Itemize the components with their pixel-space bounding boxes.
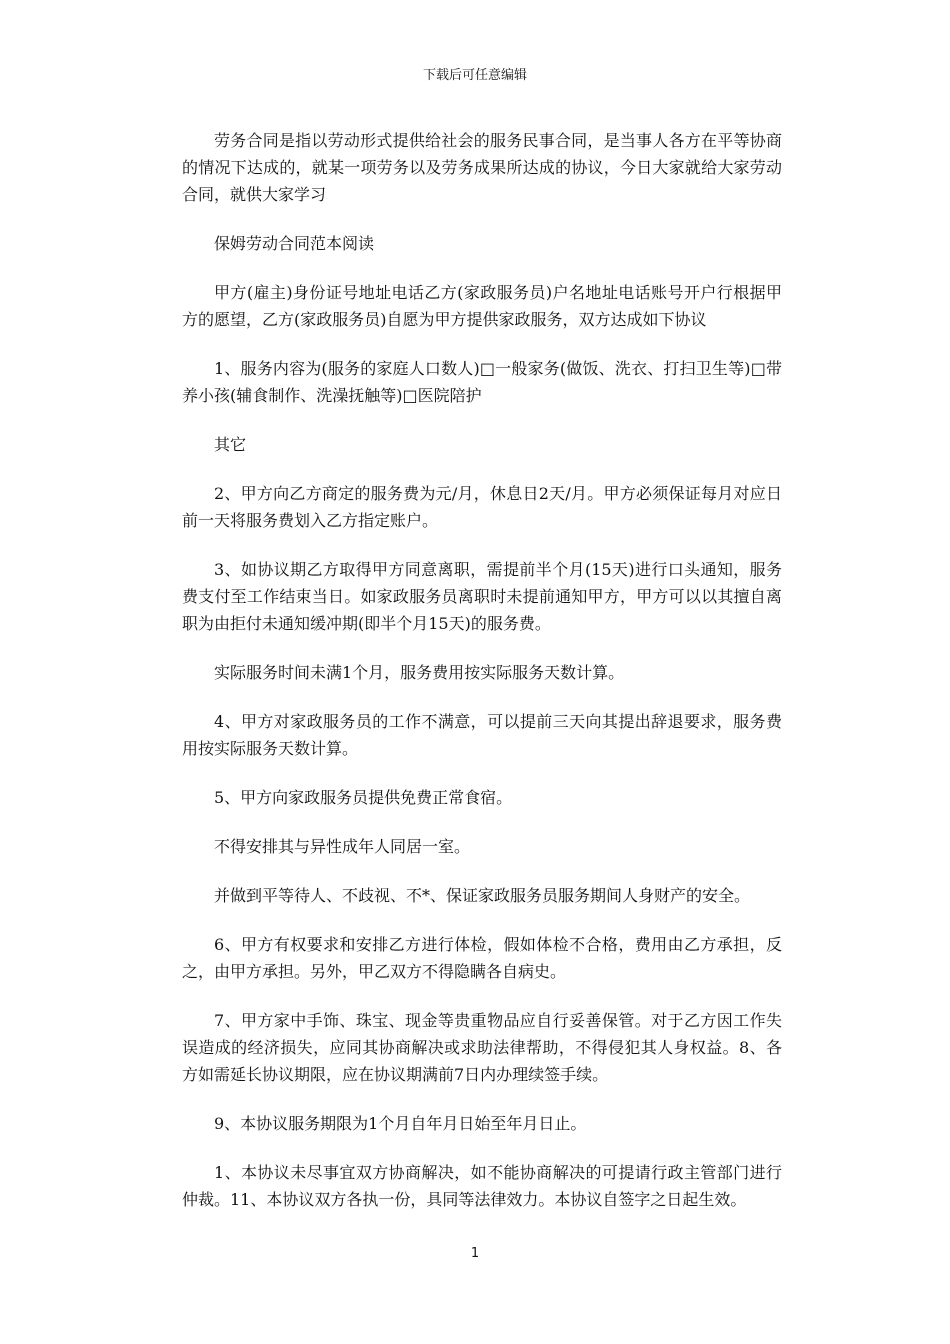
document-body — [182, 127, 782, 1235]
clause-7-valuables: 7、甲方家中手饰、珠宝、现金等贵重物品应自行妥善保管。对于乙方因工作失误造成的经济损失，应同其协商解决或求助法律帮助，不得侵犯其人身权益。8、各方如需延长协议期限，应在协议期满前7日内办理续签手续。 — [182, 1011, 782, 1084]
clause-9-term: 9、本协议服务期限为1个月自年月日始至年月日止。 — [214, 1114, 587, 1133]
clause-final-disputes: 1、本协议未尽事宜双方协商解决，如不能协商解决的可提请行政主管部门进行仲裁。11、本协议双方各执一份，具同等法律效力。本协议自签字之日起生效。 — [182, 1163, 782, 1209]
page-number: 1 — [470, 1246, 480, 1261]
clause-3-resignation: 3、如协议期乙方取得甲方同意离职，需提前半个月(15天)进行口头通知，服务费支付至工作结束当日。如家政服务员离职时未提前通知甲方，甲方可以以其擅自离职为由拒付未通知缓冲期(即半个月15天)的服务费。 — [182, 560, 782, 633]
clause-5-equal-treatment: 并做到平等待人、不歧视、不*、保证家政服务员服务期间人身财产的安全。 — [214, 886, 751, 905]
parties-paragraph: 甲方(雇主)身份证号地址电话乙方(家政服务员)户名地址电话账号开户行根据甲方的愿望，乙方(家政服务员)自愿为甲方提供家政服务，双方达成如下协议 — [182, 283, 782, 329]
clause-2-service-fee: 2、甲方向乙方商定的服务费为元/月，休息日2天/月。甲方必须保证每月对应日前一天将服务费划入乙方指定账户。 — [182, 484, 782, 530]
document-heading: 保姆劳动合同范本阅读 — [214, 234, 375, 253]
clause-3-actual-service: 实际服务时间未满1个月，服务费用按实际服务天数计算。 — [214, 663, 625, 682]
clause-1-service-content: 1、服务内容为(服务的家庭人口数人)□一般家务(做饭、洗衣、打扫卫生等)□带养小孩(辅食制作、洗澡抚触等)□医院陪护 — [182, 359, 782, 405]
intro-paragraph: 劳务合同是指以劳动形式提供给社会的服务民事合同，是当事人各方在平等协商的情况下达成的，就某一项劳务以及劳务成果所达成的协议，今日大家就给大家劳动合同，就供大家学习 — [182, 131, 782, 204]
clause-5-lodging: 不得安排其与异性成年人同居一室。 — [214, 837, 471, 856]
clause-other: 其它 — [214, 435, 247, 454]
clause-4-dismissal: 4、甲方对家政服务员的工作不满意，可以提前三天向其提出辞退要求，服务费用按实际服务天数计算。 — [182, 712, 782, 758]
clause-6-health-check: 6、甲方有权要求和安排乙方进行体检，假如体检不合格，费用由乙方承担，反之，由甲方承担。另外，甲乙双方不得隐瞒各自病史。 — [182, 935, 782, 981]
clause-5-board: 5、甲方向家政服务员提供免费正常食宿。 — [214, 788, 513, 807]
download-note: 下载后可任意编辑 — [422, 68, 527, 83]
